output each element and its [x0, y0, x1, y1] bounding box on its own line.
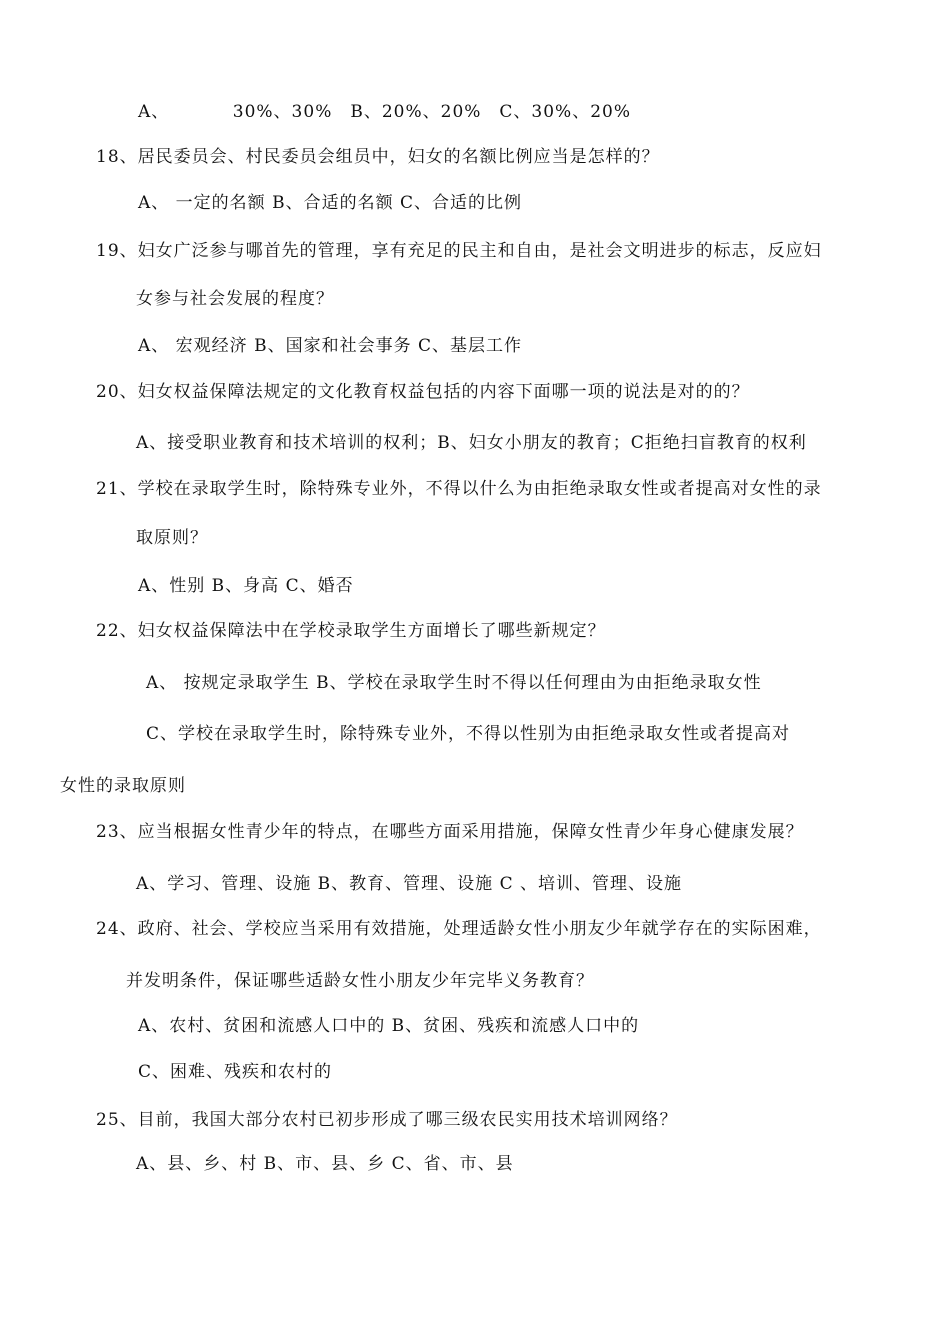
q24-options: A、农村、贫困和流感人口中的 B、贫困、残疾和流感人口中的 — [138, 1016, 640, 1036]
question-20: 20、妇女权益保障法规定的文化教育权益包括的内容下面哪一项的说法是对的的？ — [96, 382, 750, 402]
question-23: 23、应当根据女性青少年的特点，在哪些方面采用措施，保障女性青少年身心健康发展？ — [96, 822, 804, 842]
q22-option-c: C、学校在录取学生时，除特殊专业外，不得以性别为由拒绝录取女性或者提高对 — [146, 724, 791, 744]
q25-options: A、县、乡、村 B、市、县、乡 C、省、市、县 — [136, 1154, 514, 1174]
q21-options: A、性别 B、身高 C、婚否 — [138, 576, 354, 596]
question-24: 24、政府、社会、学校应当采用有效措施，处理适龄女性小朋友少年就学存在的实际困难， — [96, 919, 822, 939]
question-19-cont: 女参与社会发展的程度？ — [136, 289, 334, 309]
q18-options: A、 一定的名额 B、合适的名额 C、合适的比例 — [138, 193, 522, 213]
question-22: 22、妇女权益保障法中在学校录取学生方面增长了哪些新规定？ — [96, 621, 606, 641]
q22-option-c-cont: 女性的录取原则 — [60, 776, 186, 796]
q19-options: A、 宏观经济 B、国家和社会事务 C、基层工作 — [138, 336, 522, 356]
question-21: 21、学校在录取学生时，除特殊专业外，不得以什么为由拒绝录取女性或者提高对女性的录 — [96, 479, 822, 499]
question-21-cont: 取原则？ — [136, 528, 208, 548]
q17-options: A、 30%、30% B、20%、20% C、30%、20% — [138, 102, 631, 122]
q23-options: A、学习、管理、设施 B、教育、管理、设施 C 、培训、管理、设施 — [136, 874, 682, 894]
q22-option-a-b: A、 按规定录取学生 B、学校在录取学生时不得以任何理由为由拒绝录取女性 — [146, 673, 762, 693]
question-25: 25、目前，我国大部分农村已初步形成了哪三级农民实用技术培训网络？ — [96, 1110, 678, 1130]
question-19: 19、妇女广泛参与哪首先的管理，享有充足的民主和自由，是社会文明进步的标志，反应妇 — [96, 241, 822, 261]
question-24-cont: 并发明条件，保证哪些适龄女性小朋友少年完毕义务教育？ — [126, 971, 594, 991]
q20-options: A、接受职业教育和技术培训的权利；B、妇女小朋友的教育；C拒绝扫盲教育的权利 — [136, 433, 807, 453]
q24-option-c: C、困难、残疾和农村的 — [138, 1062, 333, 1082]
question-18: 18、居民委员会、村民委员会组员中，妇女的名额比例应当是怎样的？ — [96, 147, 660, 167]
